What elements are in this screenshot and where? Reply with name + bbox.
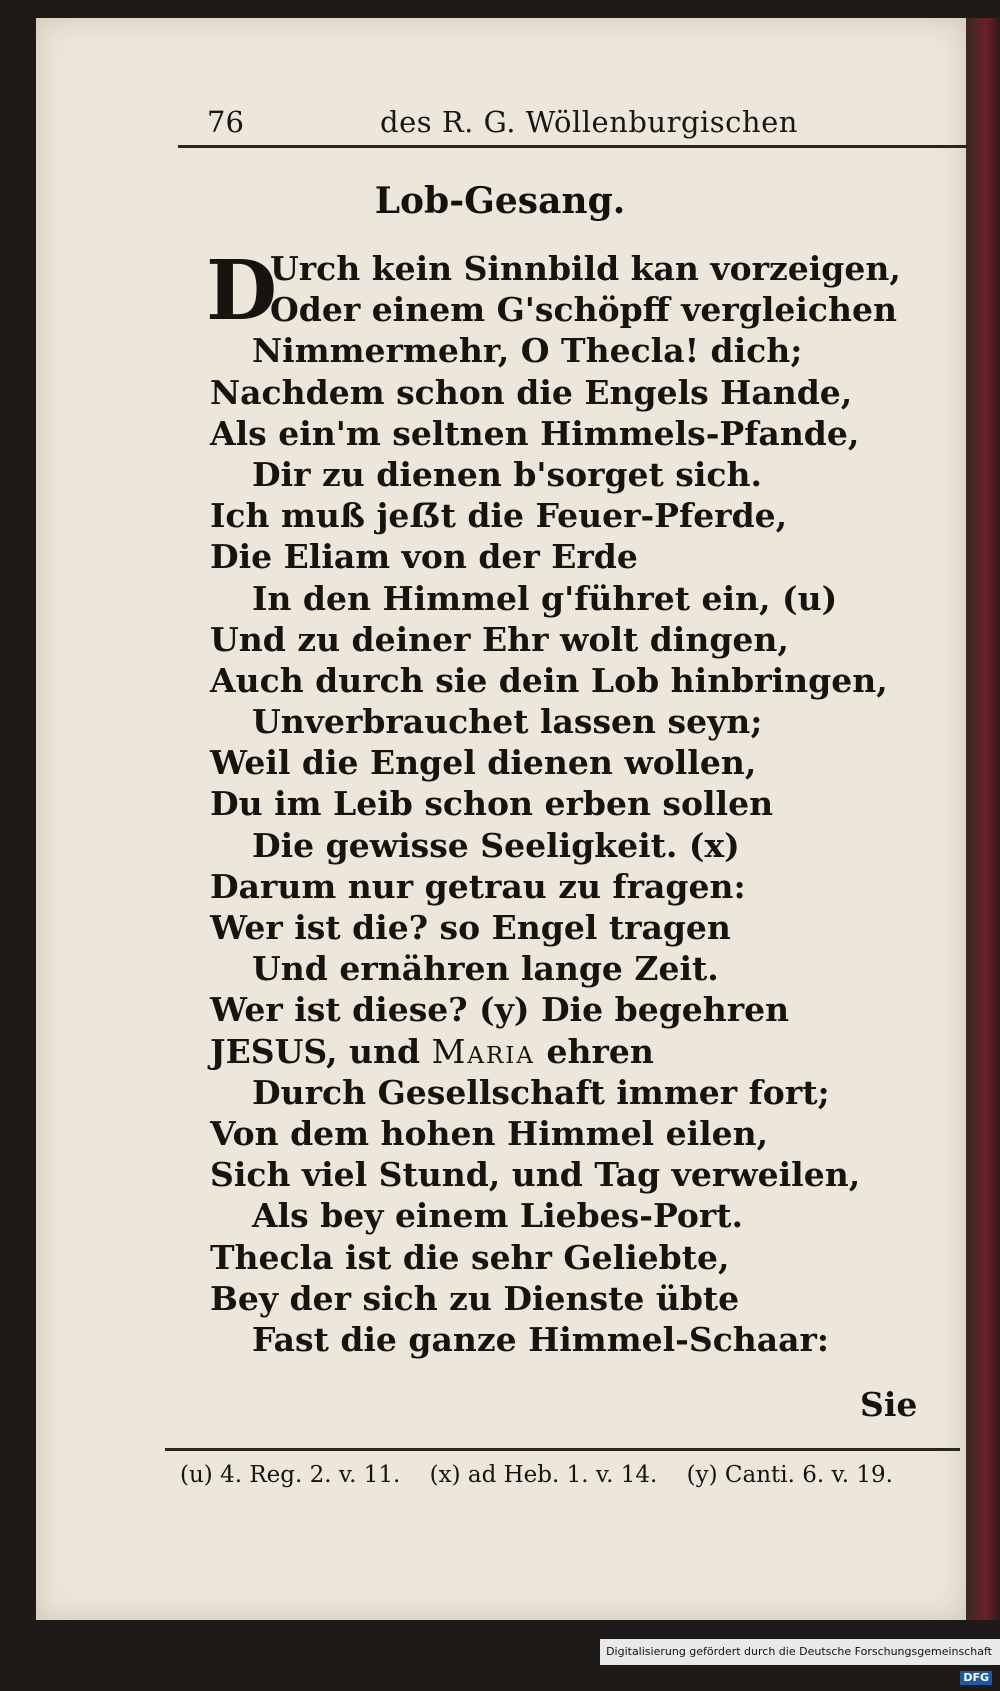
verse-line: Weil die Engel dienen wollen, <box>210 743 757 783</box>
verse-line: Nachdem schon die Engels Hande, <box>210 372 853 412</box>
header-rule <box>178 145 968 148</box>
verse-line <box>210 1031 910 1072</box>
verse-line: Darum nur getrau zu fragen: <box>210 866 746 906</box>
verse-line: Die Eliam von der Erde <box>210 537 638 577</box>
verse-line: Sich viel Stund, und Tag verweilen, <box>210 1155 861 1195</box>
verse-line: Wer ist die? so Engel tragen <box>210 908 731 947</box>
page-number: 76 <box>207 105 244 139</box>
book-edge <box>966 18 1000 1620</box>
verse-line: Und ernähren lange Zeit. <box>252 949 719 989</box>
verse-line: Von dem hohen Himmel eilen, <box>210 1113 769 1153</box>
verse-line: Du im Leib schon erben sollen <box>210 784 774 824</box>
verse-line: Fast die ganze Himmel-Schaar: <box>252 1319 830 1359</box>
verse-line: Nimmermehr, O Thecla! dich; <box>252 331 803 371</box>
verse-line: Bey der sich zu Dienste übte <box>210 1278 740 1318</box>
drop-cap: D <box>206 243 278 339</box>
footnote: (y) Canti. 6. v. 19. <box>686 1462 893 1488</box>
footnote: (u) 4. Reg. 2. v. 11. <box>180 1462 401 1488</box>
footnote-rule <box>165 1448 960 1451</box>
name-smallcaps: Maria <box>431 1031 535 1071</box>
verse-fragment: ehren <box>546 1031 654 1071</box>
verse-line: Als bey einem Liebes-Port. <box>252 1196 744 1236</box>
catchword: Sie <box>860 1385 918 1424</box>
verse-line: Dir zu dienen b'sorget sich. <box>252 454 762 494</box>
page-header <box>185 105 985 145</box>
verse-line: Wer ist diese? (y) Die begehren <box>210 990 790 1030</box>
verse-line: Oder einem G'schöpff vergleichen <box>270 290 897 330</box>
footnote: (x) ad Heb. 1. v. 14. <box>429 1462 658 1488</box>
verse-line: In den Himmel g'führet ein, (u) <box>252 578 838 618</box>
verse-line: Thecla ist die sehr Geliebte, <box>210 1237 730 1277</box>
footnotes <box>180 1462 960 1488</box>
verse-line: Als ein'm seltnen Himmels-Pfande, <box>210 413 860 453</box>
verse-line: Die gewisse Seeligkeit. (x) <box>252 825 740 865</box>
verse-line: Unverbrauchet lassen seyn; <box>252 702 763 742</box>
dfg-logo: DFG <box>960 1671 992 1685</box>
verse-line: Auch durch sie dein Lob hinbringen, <box>210 660 888 700</box>
poem-body <box>210 248 910 1360</box>
poem-title: Lob-Gesang. <box>374 180 626 222</box>
running-head: des R. G. Wöllenburgischen <box>380 105 798 139</box>
digitization-credit <box>600 1639 1000 1684</box>
verse-line: Ich muß jeẞt die Feuer-Pferde, <box>210 496 788 536</box>
verse-line: Urch kein Sinnbild kan vorzeigen, <box>270 249 901 288</box>
verse-line: Durch Gesellschaft immer fort; <box>252 1072 830 1112</box>
credit-text: Digitalisierung gefördert durch die Deutsche Forschungsgemeinschaft - <box>606 1645 992 1684</box>
verse-fragment: JESUS, und <box>210 1031 421 1071</box>
verse-line: Und zu deiner Ehr wolt dingen, <box>210 619 789 659</box>
